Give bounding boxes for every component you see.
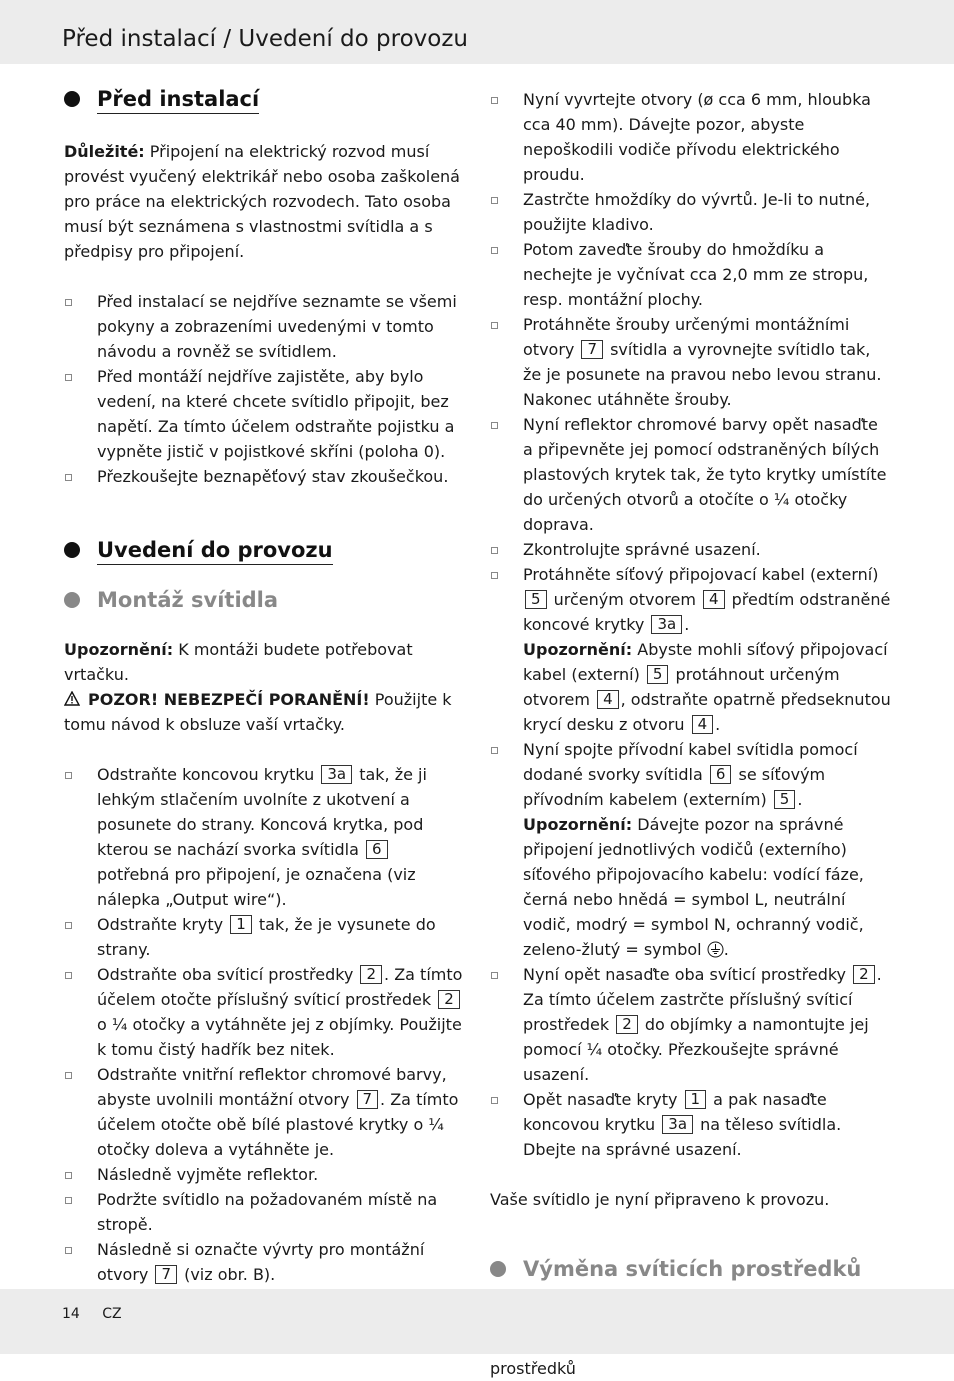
- figure-ref: 7: [581, 340, 603, 359]
- install-list: [490, 87, 892, 1162]
- list-item: Opět nasaďte kryty 1 a pak nasaďte koncovou krytku 3a na těleso svítidla. Dbejte na správné usazení.: [490, 1087, 892, 1162]
- bullet-dot-icon: [490, 1261, 506, 1277]
- list-item: Potom zaveďte šrouby do hmoždíku a nechejte je vyčnívat cca 2,0 mm ze stropu, resp. montážní plochy.: [490, 237, 892, 312]
- list-item: Odstraňte vnitřní reflektor chromové barvy, abyste uvolnili montážní otvory 7 . Za tímto účelem otočte obě bílé plastové krytky o ¼ otočky doleva a vytáhněte je.: [64, 1062, 466, 1162]
- figure-ref: 4: [597, 690, 619, 709]
- figure-ref: 1: [685, 1090, 707, 1109]
- heading-pred-instalaci: Před instalací: [64, 84, 466, 114]
- list-item: Odstraňte oba svíticí prostředky 2 . Za tímto účelem otočte příslušný svíticí prostředek 2 o ¼ otočky a vytáhněte jej z objímky. Použijte k tomu čistý hadřík bez nitek.: [64, 962, 466, 1062]
- pred-list: [64, 289, 466, 489]
- footer-band: [0, 1289, 954, 1354]
- list-item: Zastrčte hmoždíky do vývrtů. Je-li to nutné, použijte kladivo.: [490, 187, 892, 237]
- figure-ref: 7: [155, 1265, 177, 1284]
- figure-ref: 7: [357, 1090, 379, 1109]
- page-number: 14: [62, 1306, 80, 1322]
- upozorneni-note: Upozornění: Dávejte pozor na správné připojení jednotlivých vodičů (externího) síťového připojovacího kabelu: vodící fáze, černá nebo hnědá = symbol L, neutrální vodič, modrý = symbol N, ochranný vodič, zeleno-žlutý = symbol .: [523, 815, 864, 959]
- list-item: Odstraňte koncovou krytku 3a tak, že ji lehkým stlačením uvolníte z ukotvení a posunete do strany. Koncová krytka, pod kterou se nachází svorka svítidla 6 potřebná pro připojení, je označena (viz nálepka „Output wire“).: [64, 762, 466, 912]
- warning-icon: [64, 691, 80, 706]
- figure-ref: 2: [853, 965, 875, 984]
- figure-ref: 3a: [321, 765, 352, 784]
- list-item: Podržte svítidlo na požadovaném místě na stropě.: [64, 1187, 466, 1237]
- bullet-dot-icon: [64, 592, 80, 608]
- figure-ref: 2: [616, 1015, 638, 1034]
- figure-ref: 3a: [662, 1115, 693, 1134]
- bullet-dot-icon: [64, 542, 80, 558]
- list-item: Nyní vyvrtejte otvory (ø cca 6 mm, hloubka cca 40 mm). Dávejte pozor, abyste nepoškodili vodiče přívodu elektrického proudu.: [490, 87, 892, 187]
- bullet-dot-icon: [64, 91, 80, 107]
- list-item: Následně vyjměte reflektor.: [64, 1162, 466, 1187]
- language-code: CZ: [102, 1306, 122, 1322]
- list-item: Následně si označte vývrty pro montážní otvory 7 (viz obr. B).: [64, 1237, 466, 1287]
- list-item: Před instalací se nejdříve seznamte se všemi pokyny a zobrazeními uvedenými v tomto návodu a rovněž se svítidlem.: [64, 289, 466, 364]
- figure-ref: 1: [230, 915, 252, 934]
- pozor-paragraph: POZOR! NEBEZPEČÍ PORANĚNÍ! Použijte k tomu návod k obsluze vaší vrtačky.: [64, 690, 452, 734]
- list-item: Odstraňte kryty 1 tak, že je vysunete do strany.: [64, 912, 466, 962]
- heading-vymena-svaticich-prostredku: Výměna svíticích prostředků: [490, 1254, 892, 1284]
- pozor-elektricky-paragraph: prostředků: [490, 1306, 892, 1381]
- figure-ref: 4: [692, 715, 714, 734]
- list-item: Přezkoušejte beznapěťový stav zkoušečkou.: [64, 464, 466, 489]
- list-item: Nyní opět nasaďte oba svíticí prostředky 2 . Za tímto účelem zastrčte příslušný svíticí prostředek 2 do objímky a namontujte jej pomocí ¼ otočky. Přezkoušejte správné usazení.: [490, 962, 892, 1087]
- list-item: Nyní reflektor chromové barvy opět nasaďte a připevněte jej pomocí odstraněných bílých plastových krytek tak, že tyto krytky umístíte do určených otvorů a otočíte o ¼ otočky doprava.: [490, 412, 892, 537]
- left-column: [64, 84, 466, 1287]
- important-paragraph: Důležité: Připojení na elektrický rozvod musí provést vyučený elektrikář nebo osoba zaškolená pro práce na elektrických rozvodech. Tato osoba musí být seznámena s vlastnostmi svítidla a s předpisy pro připojení.: [64, 142, 460, 261]
- footer: [62, 1306, 140, 1322]
- list-item: Protáhněte síťový připojovací kabel (externí) 5 určeným otvorem 4 předtím odstraněné koncové krytky 3a . Upozornění: Abyste mohli síťový připojovací kabel (externí) 5 protáhnout určeným otvorem 4 , odstraňte opatrně předseknutou krycí desku z otvoru 4 .: [490, 562, 892, 737]
- page-title: Před instalací / Uvedení do provozu: [62, 26, 468, 52]
- upozorneni-note: Upozornění: Abyste mohli síťový připojovací kabel (externí) 5 protáhnout určeným otvorem 4 , odstraňte opatrně předseknutou krycí desku z otvoru 4 .: [523, 640, 891, 734]
- ground-symbol-icon: [707, 941, 724, 958]
- ready-paragraph: Vaše svítidlo je nyní připraveno k provozu.: [490, 1190, 830, 1209]
- list-item: Zkontrolujte správné usazení.: [490, 537, 892, 562]
- figure-ref: 5: [774, 790, 796, 809]
- figure-ref: 6: [710, 765, 732, 784]
- figure-ref: 5: [647, 665, 669, 684]
- figure-ref: 3a: [651, 615, 682, 634]
- montaz-list: [64, 762, 466, 1287]
- heading-uvedeni-do-provozu: Uvedení do provozu: [64, 535, 466, 565]
- upozorneni-paragraph: Upozornění: K montáži budete potřebovat vrtačku.: [64, 640, 413, 684]
- figure-ref: 2: [360, 965, 382, 984]
- list-item: Před montáží nejdříve zajistěte, aby bylo vedení, na které chcete svítidlo připojit, bez napětí. Za tímto účelem odstraňte pojistku a vypněte jistič v pojistkové skříni (poloha 0).: [64, 364, 466, 464]
- figure-ref: 6: [366, 840, 388, 859]
- figure-ref: 2: [438, 990, 460, 1009]
- figure-ref: 4: [703, 590, 725, 609]
- heading-montaz-svitidla: Montáž svítidla: [64, 585, 466, 615]
- right-column: [490, 87, 892, 1381]
- list-item: Nyní spojte přívodní kabel svítidla pomocí dodané svorky svítidla 6 se síťovým přívodním kabelem (externím) 5 . Upozornění: Dávejte pozor na správné připojení jednotlivých vodičů (externího) síťového připojovacího kabelu: vodící fáze, černá nebo hnědá = symbol L, neutrální vodič, modrý = symbol N, ochranný vodič, zeleno-žlutý = symbol .: [490, 737, 892, 962]
- list-item: Protáhněte šrouby určenými montážními otvory 7 svítidla a vyrovnejte svítidlo tak, že je posunete na pravou nebo levou stranu. Nakonec utáhněte šrouby.: [490, 312, 892, 412]
- figure-ref: 5: [525, 590, 547, 609]
